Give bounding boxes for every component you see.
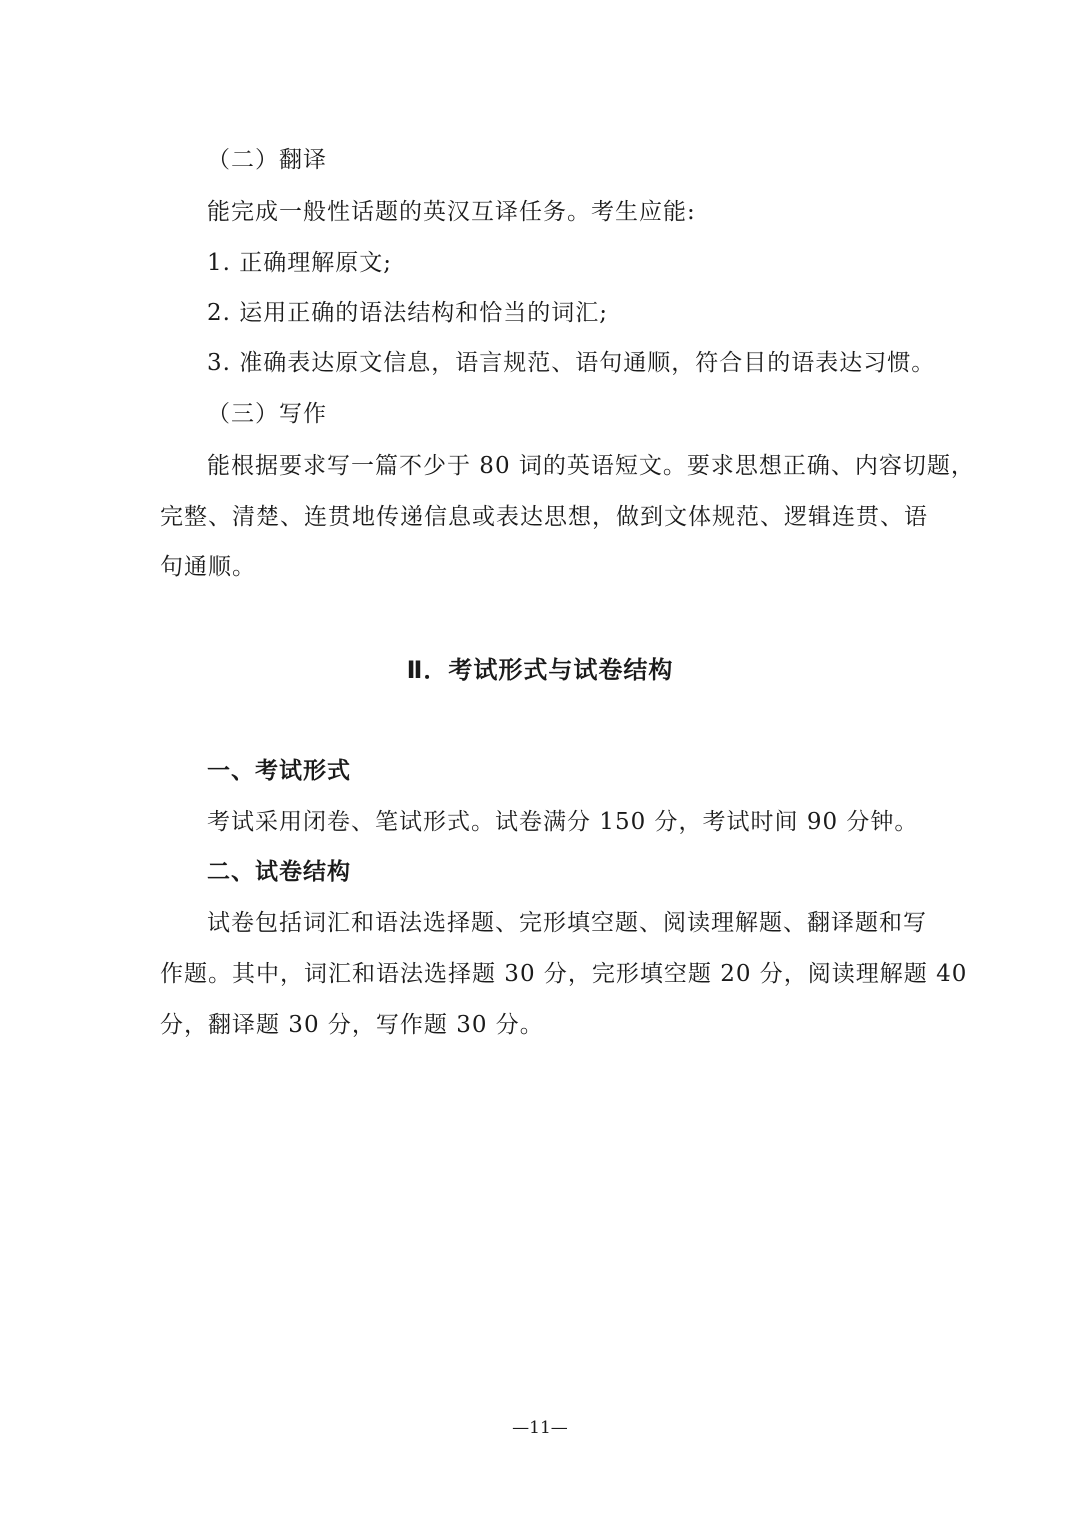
translation-heading: （二）翻译 bbox=[207, 147, 327, 173]
paper-structure-heading: 二、试卷结构 bbox=[207, 859, 351, 885]
translation-intro: 能完成一般性话题的英汉互译任务。考生应能: bbox=[207, 199, 696, 225]
paper-structure-line-1: 试卷包括词汇和语法选择题、完形填空题、阅读理解题、翻译题和写 bbox=[207, 910, 927, 936]
writing-line-2: 完整、清楚、连贯地传递信息或表达思想，做到文体规范、逻辑连贯、语 bbox=[160, 504, 928, 530]
paper-structure-line-2: 作题。其中，词汇和语法选择题 30 分，完形填空题 20 分，阅读理解题 40 bbox=[160, 961, 968, 987]
translation-item-3: 3. 准确表达原文信息，语言规范、语句通顺，符合目的语表达习惯。 bbox=[207, 350, 936, 376]
page-number: —11— bbox=[512, 1418, 568, 1438]
exam-form-text: 考试采用闭卷、笔试形式。试卷满分 150 分，考试时间 90 分钟。 bbox=[207, 809, 919, 835]
paper-structure-line-3: 分，翻译题 30 分，写作题 30 分。 bbox=[160, 1012, 544, 1038]
part2-title: Ⅱ．考试形式与试卷结构 bbox=[406, 656, 674, 684]
writing-line-3: 句通顺。 bbox=[160, 554, 256, 580]
exam-form-heading: 一、考试形式 bbox=[207, 758, 351, 784]
writing-heading: （三）写作 bbox=[207, 401, 327, 427]
writing-line-1: 能根据要求写一篇不少于 80 词的英语短文。要求思想正确、内容切题， bbox=[207, 453, 975, 479]
translation-item-1: 1. 正确理解原文; bbox=[207, 250, 393, 276]
translation-item-2: 2. 运用正确的语法结构和恰当的词汇; bbox=[207, 300, 609, 326]
